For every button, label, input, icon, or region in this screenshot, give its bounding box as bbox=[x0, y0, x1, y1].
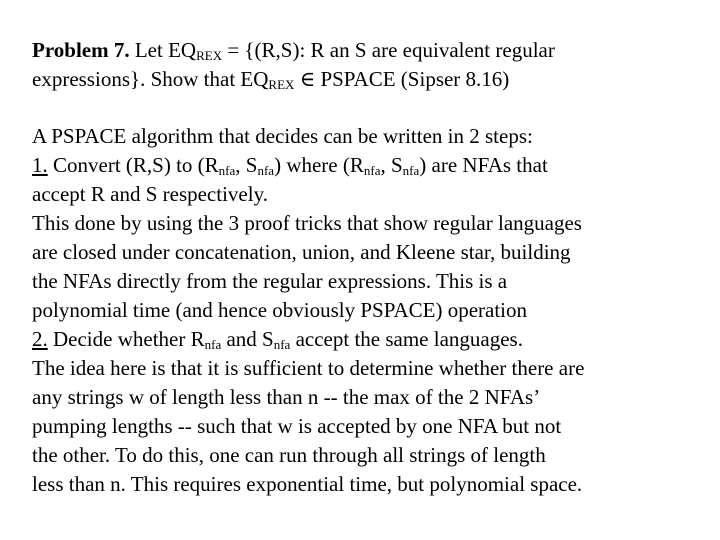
subscript-rex: REX bbox=[268, 77, 295, 92]
paragraph-line: are closed under concatenation, union, and Kleene star, building bbox=[32, 240, 571, 264]
step-text: Convert (R,S) to (R bbox=[47, 153, 219, 177]
subscript-rex: REX bbox=[196, 48, 223, 63]
step-1-line bbox=[32, 151, 712, 180]
paragraph-line: the NFAs directly from the regular expressions. This is a bbox=[32, 269, 508, 293]
spacer bbox=[32, 94, 712, 122]
step-text: , S bbox=[235, 153, 258, 177]
subscript-nfa: nfa bbox=[218, 163, 236, 178]
subscript-nfa: nfa bbox=[363, 163, 381, 178]
step-text: Decide whether R bbox=[47, 327, 205, 351]
subscript-nfa: nfa bbox=[257, 163, 275, 178]
problem-text: ∈ PSPACE (Sipser 8.16) bbox=[294, 67, 510, 91]
step-1-number: 1. bbox=[32, 153, 48, 177]
step-2-line bbox=[32, 325, 712, 354]
step-text: accept the same languages. bbox=[290, 327, 523, 351]
problem-statement bbox=[32, 36, 712, 94]
step-text: ) are NFAs that bbox=[419, 153, 548, 177]
problem-text: Let EQ bbox=[129, 38, 197, 62]
paragraph-line: The idea here is that it is sufficient to determine whether there are bbox=[32, 356, 585, 380]
intro-line: A PSPACE algorithm that decides can be written in 2 steps: bbox=[32, 124, 533, 148]
paragraph-line: pumping lengths -- such that w is accepted by one NFA but not bbox=[32, 414, 562, 438]
step-1-line-2: accept R and S respectively. bbox=[32, 182, 268, 206]
step-text: and S bbox=[221, 327, 274, 351]
slide-content bbox=[32, 36, 712, 499]
problem-line-1 bbox=[32, 36, 712, 65]
problem-label: Problem 7. bbox=[32, 38, 130, 62]
paragraph-line: polynomial time (and hence obviously PSPACE) operation bbox=[32, 298, 528, 322]
problem-line-2 bbox=[32, 65, 712, 94]
subscript-nfa: nfa bbox=[402, 163, 420, 178]
step-text: ) where (R bbox=[274, 153, 364, 177]
step-2-number: 2. bbox=[32, 327, 48, 351]
subscript-nfa: nfa bbox=[204, 337, 222, 352]
paragraph-line: the other. To do this, one can run through all strings of length bbox=[32, 443, 546, 467]
step-text: , S bbox=[380, 153, 403, 177]
paragraph-line: This done by using the 3 proof tricks that show regular languages bbox=[32, 211, 582, 235]
paragraph-line: any strings w of length less than n -- the max of the 2 NFAs’ bbox=[32, 385, 541, 409]
subscript-nfa: nfa bbox=[273, 337, 291, 352]
problem-text: = {(R,S): R an S are equivalent regular bbox=[222, 38, 555, 62]
problem-text: expressions}. Show that EQ bbox=[32, 67, 269, 91]
paragraph-line: less than n. This requires exponential time, but polynomial space. bbox=[32, 472, 583, 496]
